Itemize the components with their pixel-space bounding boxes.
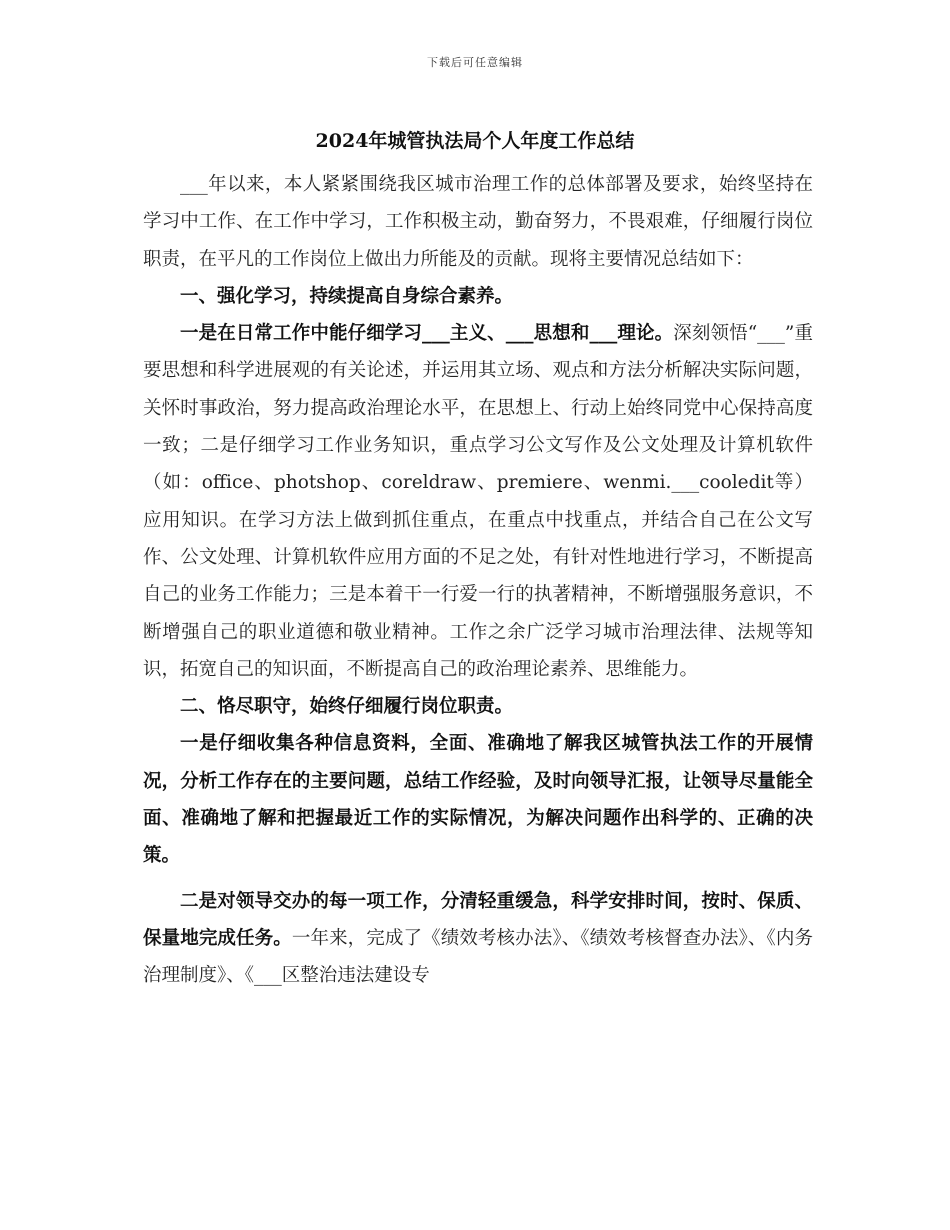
- paragraph-tasks-body: 一年来，完成了《绩效考核办法》、《绩效考核督查办法》、《内务治理制度》、《___区整治违法建设专: [143, 927, 813, 987]
- header-note: 下载后可任意编辑: [427, 56, 523, 69]
- paragraph-tasks: [143, 883, 813, 995]
- document-title: 2024年城管执法局个人年度工作总结: [315, 130, 635, 152]
- section-2-heading: 二、恪尽职守，始终仔细履行岗位职责。: [180, 696, 514, 718]
- paragraph-study-lead: 一是在日常工作中能仔细学习___主义、___思想和___理论。: [180, 323, 674, 345]
- paragraph-study: [143, 315, 813, 688]
- paragraph-spacer: [143, 875, 813, 883]
- intro-paragraph: ___年以来，本人紧紧围绕我区城市治理工作的总体部署及要求，始终坚持在学习中工作、在工作中学习，工作积极主动，勤奋努力，不畏艰难，仔细履行岗位职责，在平凡的工作岗位上做出力所能及的贡献。现将主要情况总结如下：: [143, 174, 813, 270]
- paragraph-study-body: 深刻领悟“___”重要思想和科学进展观的有关论述，并运用其立场、观点和方法分析解决实际问题，关怀时事政治，努力提高政治理论水平，在思想上、行动上始终同党中心保持高度一致；二是仔细学习工作业务知识，重点学习公文写作及公文处理及计算机软件（如：office、photshop、coreldraw、premiere、wenmi.___cooledit等）应用知识。在学习方法上做到抓住重点，在重点中找重点，并结合自己在公文写作、公文处理、计算机软件应用方面的不足之处，有针对性地进行学习，不断提高自己的业务工作能力；三是本着干一行爱一行的执著精神，不断增强服务意识，不断增强自己的职业道德和敬业精神。工作之余广泛学习城市治理法律、法规等知识，拓宽自己的知识面，不断提高自己的政治理论素养、思维能力。: [143, 323, 813, 680]
- paragraph-tasks-lead: 二是对领导交办的每一项工作，分清轻重缓急，科学安排时间，按时、保质、保量地完成任务。: [143, 890, 813, 949]
- paragraph-information: 一是仔细收集各种信息资料，全面、准确地了解我区城管执法工作的开展情况，分析工作存在的主要问题，总结工作经验，及时向领导汇报，让领导尽量能全面、准确地了解和把握最近工作的实际情况，为解决问题作出科学的、正确的决策。: [143, 733, 813, 867]
- document-body: [143, 166, 813, 995]
- section-1-heading: 一、强化学习，持续提高自身综合素养。: [180, 285, 514, 307]
